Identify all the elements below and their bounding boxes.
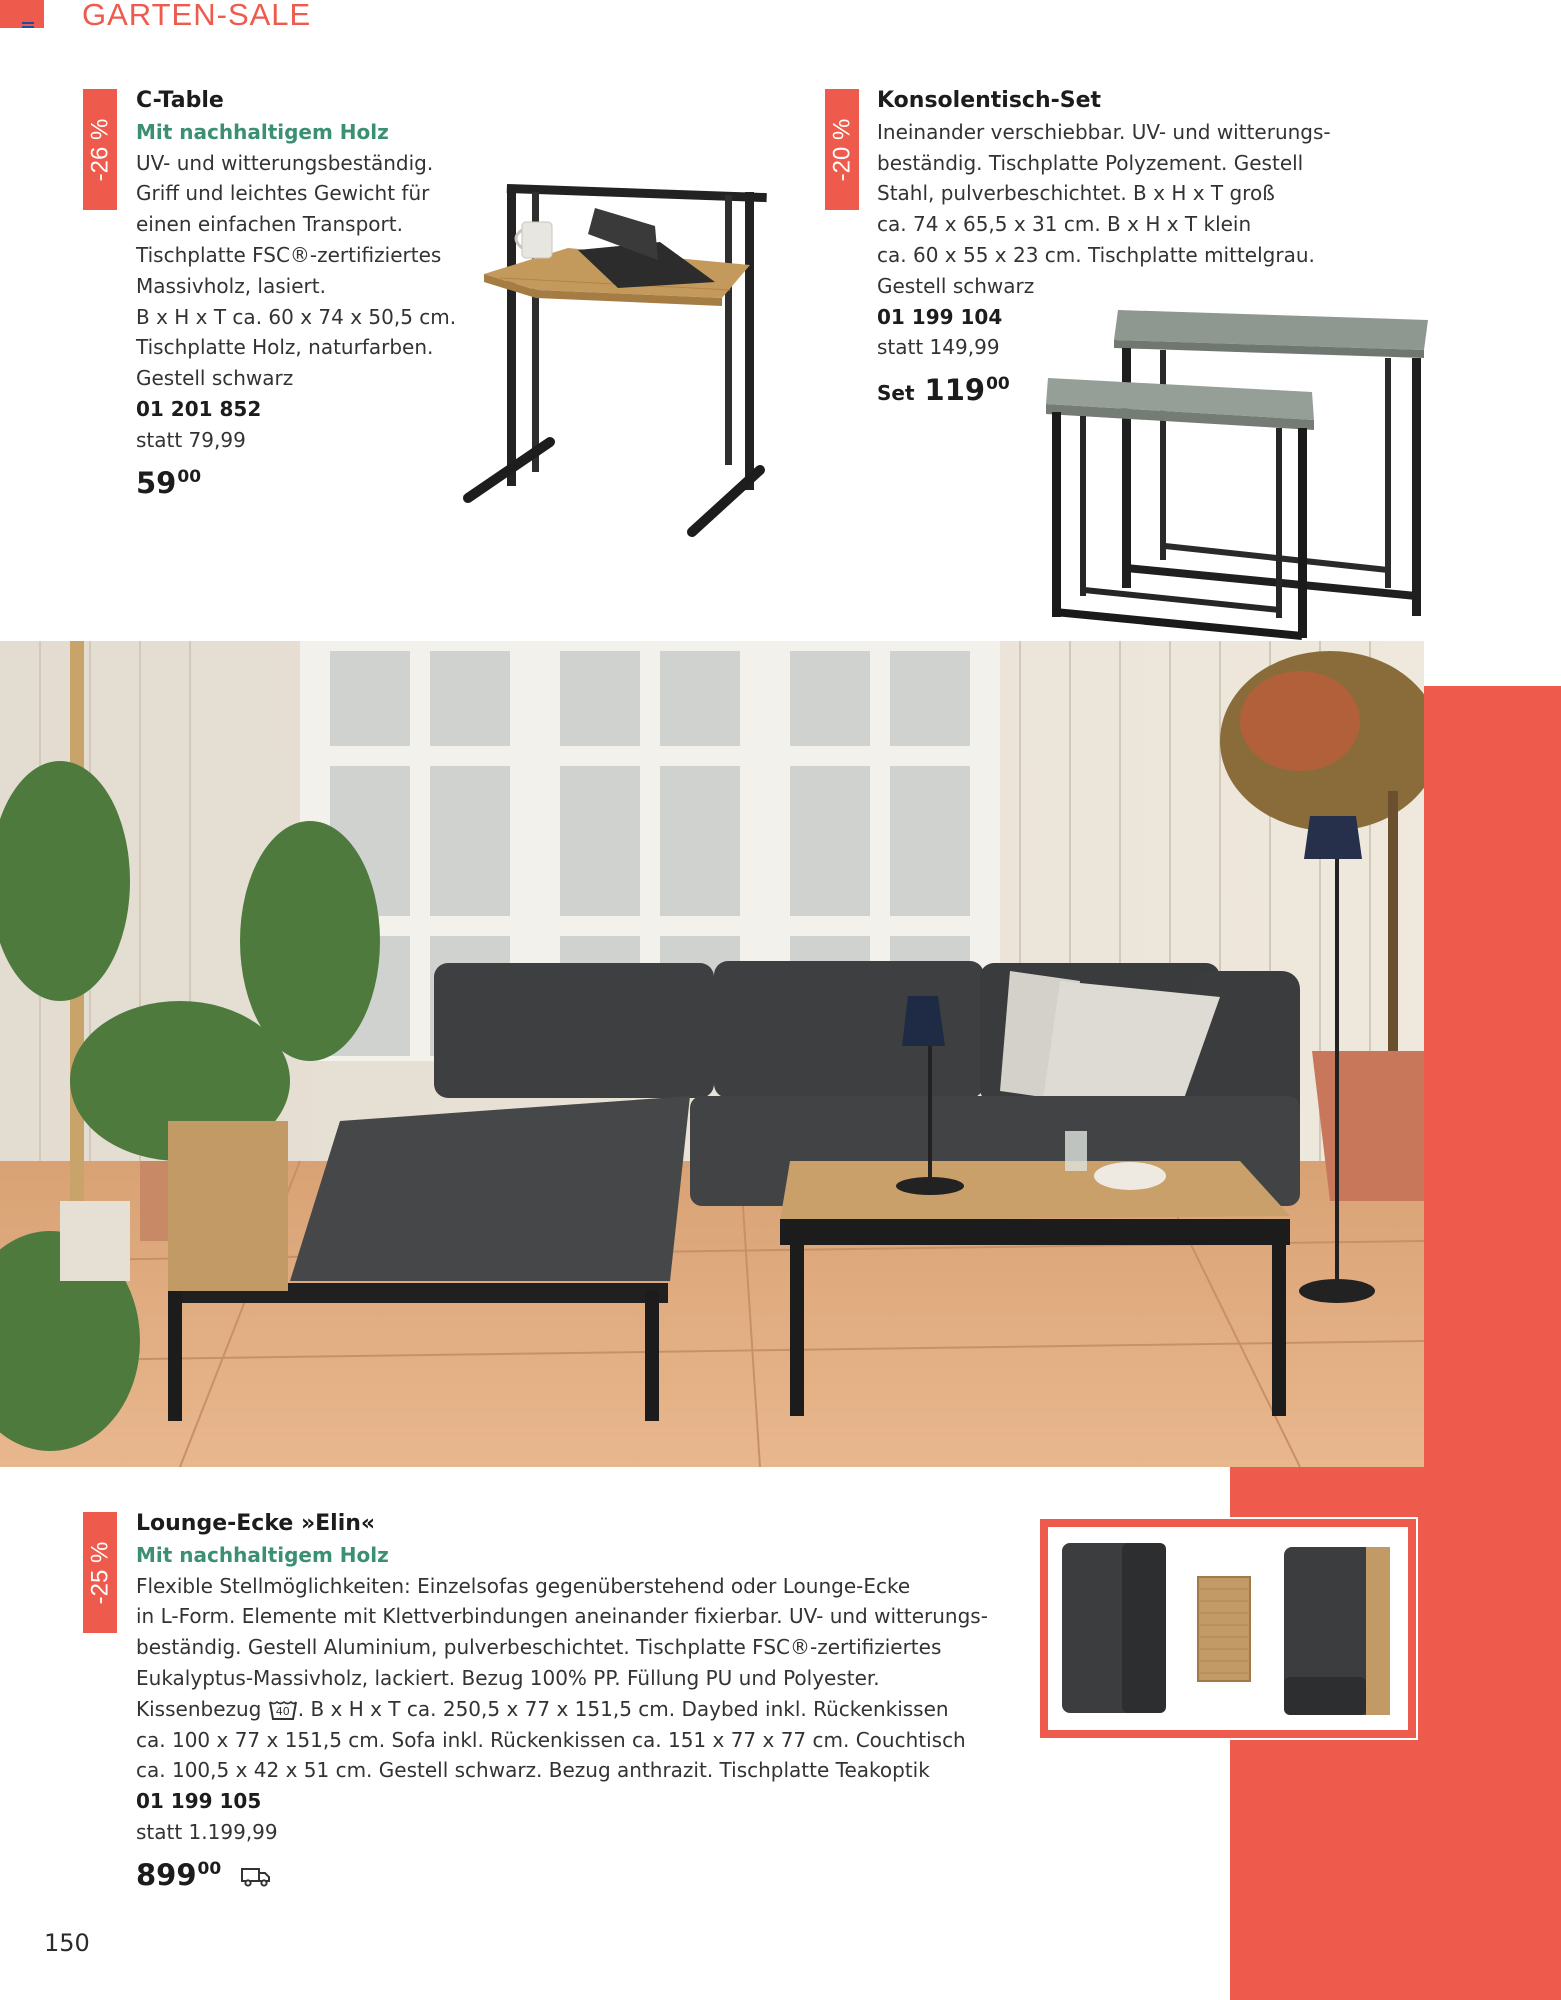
article-number: 01 199 104 [877,304,1003,329]
discount-badge-lounge: -25 % [83,1512,117,1633]
delivery-truck-icon [241,1866,271,1888]
product-lounge-ecke [136,1509,988,1891]
description-line: ca. 74 x 65,5 x 31 cm. B x H x T klein [877,212,1252,237]
description-line: Gestell schwarz [877,273,1035,298]
description-line: Stahl, pulverbeschichtet. B x H x T groß [877,181,1275,206]
description-line: Kissenbezug 40 . B x H x T ca. 250,5 x 77 x 151,5 cm. Daybed inkl. Rückenkissen [136,1696,949,1721]
product-c-table [136,86,456,498]
description-line: in L-Form. Elemente mit Klettverbindungen aneinander fixierbar. UV- und witterungs- [136,1604,988,1629]
old-price: statt 149,99 [877,335,1000,360]
description-line: beständig. Gestell Aluminium, pulverbeschichtet. Tischplatte FSC®-zertifiziertes [136,1635,942,1660]
description-line: Griff und leichtes Gewicht für [136,181,430,206]
old-price: statt 79,99 [136,427,246,452]
product-name: C-Table [136,88,224,113]
product-name: Konsolentisch-Set [877,88,1102,113]
product-subtitle: Mit nachhaltigem Holz [136,119,389,144]
page-number: 150 [44,1929,90,1957]
article-number: 01 199 105 [136,1789,262,1814]
description-line: ca. 100 x 77 x 151,5 cm. Sofa inkl. Rückenkissen ca. 151 x 77 x 77 cm. Couchtisch [136,1727,966,1752]
description-line: Tischplatte Holz, naturfarben. [136,335,434,360]
description-line: UV- und witterungsbeständig. [136,150,434,175]
description-line: Massivholz, lasiert. [136,273,326,298]
page-title: GARTEN-SALE [82,0,312,32]
konsolentisch-image [1040,300,1430,650]
price: $59^{00}$ [136,465,202,500]
product-subtitle: Mit nachhaltigem Holz [136,1542,389,1567]
price: Set $119^{00}$ [877,373,1010,408]
description-line: Tischplatte FSC®-zertifiziertes [136,242,442,267]
description-line: B x H x T ca. 60 x 74 x 50,5 cm. [136,304,457,329]
c-table-image [460,170,770,540]
description-line: einen einfachen Transport. [136,212,403,237]
article-number: 01 201 852 [136,396,262,421]
discount-badge-c-table: -26 % [83,89,117,210]
description-line: ca. 60 x 55 x 23 cm. Tischplatte mittelgrau. [877,242,1315,267]
discount-badge-konsolentisch: -20 % [825,89,859,210]
description-line: ca. 100,5 x 42 x 51 cm. Gestell schwarz. Bezug anthrazit. Tischplatte Teakoptik [136,1758,930,1783]
menu-lines-icon [22,22,34,32]
wash-40-icon: 40 [268,1698,298,1722]
lounge-scene-photo [0,641,1424,1467]
product-name: Lounge-Ecke »Elin« [136,1511,376,1536]
description-line: Eukalyptus-Massivholz, lackiert. Bezug 100% PP. Füllung PU und Polyester. [136,1665,880,1690]
price: $899^{00}$ [136,1854,988,1891]
description-line: Flexible Stellmöglichkeiten: Einzelsofas gegenüberstehend oder Lounge-Ecke [136,1573,911,1598]
description-line: Gestell schwarz [136,366,294,391]
old-price: statt 1.199,99 [136,1819,278,1844]
description-line: Ineinander verschiebbar. UV- und witterungs- [877,119,1331,144]
description-line: beständig. Tischplatte Polyzement. Gestell [877,150,1304,175]
lounge-top-view-image [1040,1519,1416,1738]
